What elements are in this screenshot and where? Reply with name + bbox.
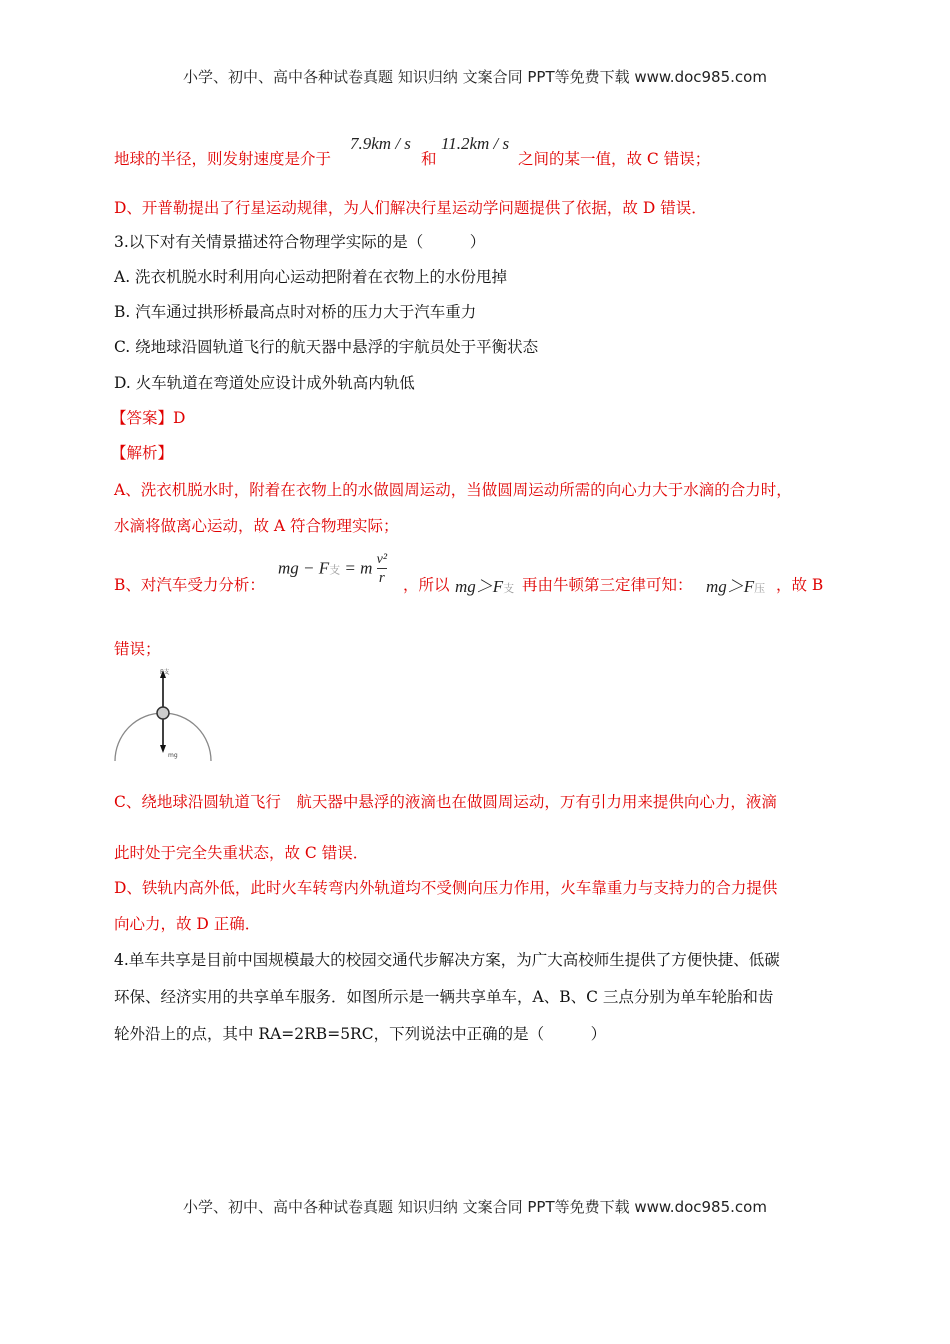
velocity-1: 7.9km / s xyxy=(350,134,411,153)
page-header: 小学、初中、高中各种试卷真题 知识归纳 文案合同 PPT等免费下载 www.doc985.com xyxy=(183,68,767,86)
text-line-c-suffix: 之间的某一值，故 C 错误； xyxy=(518,150,711,168)
analysis-d-line1: D、铁轨内高外低，此时火车转弯内外轨道均不受侧向压力作用，火车靠重力与支持力的合力提供 xyxy=(114,879,778,897)
analysis-c-line1: C、绕地球沿圆轨道飞行 航天器中悬浮的液滴也在做圆周运动，万有引力用来提供向心力，液滴 xyxy=(114,793,777,811)
analysis-b-prefix: B、对汽车受力分析： xyxy=(114,576,265,594)
analysis-b-end: ，故 B xyxy=(776,576,824,594)
formula-mg-gt-f-pressure: mg＞F压 xyxy=(706,577,766,596)
formula-force-balance: mg − F支 = m $\frac{\text{v²}}{r}$ xyxy=(278,552,388,586)
q3-option-c: C. 绕地球沿圆轨道飞行的航天器中悬浮的宇航员处于平衡状态 xyxy=(114,338,539,356)
fraction-v2-over-r: $\frac{\text{v²}}{r}$ xyxy=(376,552,388,586)
q4-line3: 轮外沿上的点，其中 RA=2RB=5RC，下列说法中正确的是（ ） xyxy=(114,1025,607,1043)
q3-option-d: D. 火车轨道在弯道处应设计成外轨高内轨低 xyxy=(114,374,415,392)
q4-line2: 环保、经济实用的共享单车服务．如图所示是一辆共享单车，A、B、C 三点分别为单车轮胎和齿 xyxy=(114,988,774,1006)
formula-mg-gt-f-support: mg＞F支 xyxy=(455,577,515,596)
text-and: 和 xyxy=(421,150,437,168)
analysis-c-line2: 此时处于完全失重状态，故 C 错误． xyxy=(114,844,369,862)
analysis-b-then: 再由牛顿第三定律可知： xyxy=(522,576,693,594)
analysis-b-so: ，所以 xyxy=(403,576,450,594)
analysis-b-line2: 错误； xyxy=(114,640,161,658)
force-label-support: F支 xyxy=(160,669,170,676)
q3-option-b: B. 汽车通过拱形桥最高点时对桥的压力大于汽车重力 xyxy=(114,303,477,321)
force-label-gravity: mg xyxy=(168,752,178,759)
analysis-a-line1: A、洗衣机脱水时，附着在衣物上的水做圆周运动，当做圆周运动所需的向心力大于水滴的合力时， xyxy=(114,481,792,499)
text-line-d: D、开普勒提出了行星运动规律，为人们解决行星运动学问题提供了依据，故 D 错误． xyxy=(114,199,707,217)
q3-option-a: A. 洗衣机脱水时利用向心运动把附着在衣物上的水份甩掉 xyxy=(114,268,508,286)
analysis-a-line2: 水滴将做离心运动，故 A 符合物理实际； xyxy=(114,517,399,535)
analysis-d-line2: 向心力，故 D 正确． xyxy=(114,915,261,933)
text-line-c-prefix: 地球的半径，则发射速度是介于 xyxy=(114,150,332,168)
velocity-2: 11.2km / s xyxy=(441,134,510,153)
q3-analysis-title: 【解析】 xyxy=(111,444,174,462)
page-footer: 小学、初中、高中各种试卷真题 知识归纳 文案合同 PPT等免费下载 www.doc985.com xyxy=(183,1198,767,1216)
arch-bridge-figure xyxy=(112,664,216,764)
q3-stem: 3.以下对有关情景描述符合物理学实际的是（ ） xyxy=(114,233,486,251)
q3-answer: 【答案】D xyxy=(111,409,186,427)
q4-line1: 4.单车共享是目前中国规模最大的校园交通代步解决方案，为广大高校师生提供了方便快捷、低碳 xyxy=(114,951,780,969)
